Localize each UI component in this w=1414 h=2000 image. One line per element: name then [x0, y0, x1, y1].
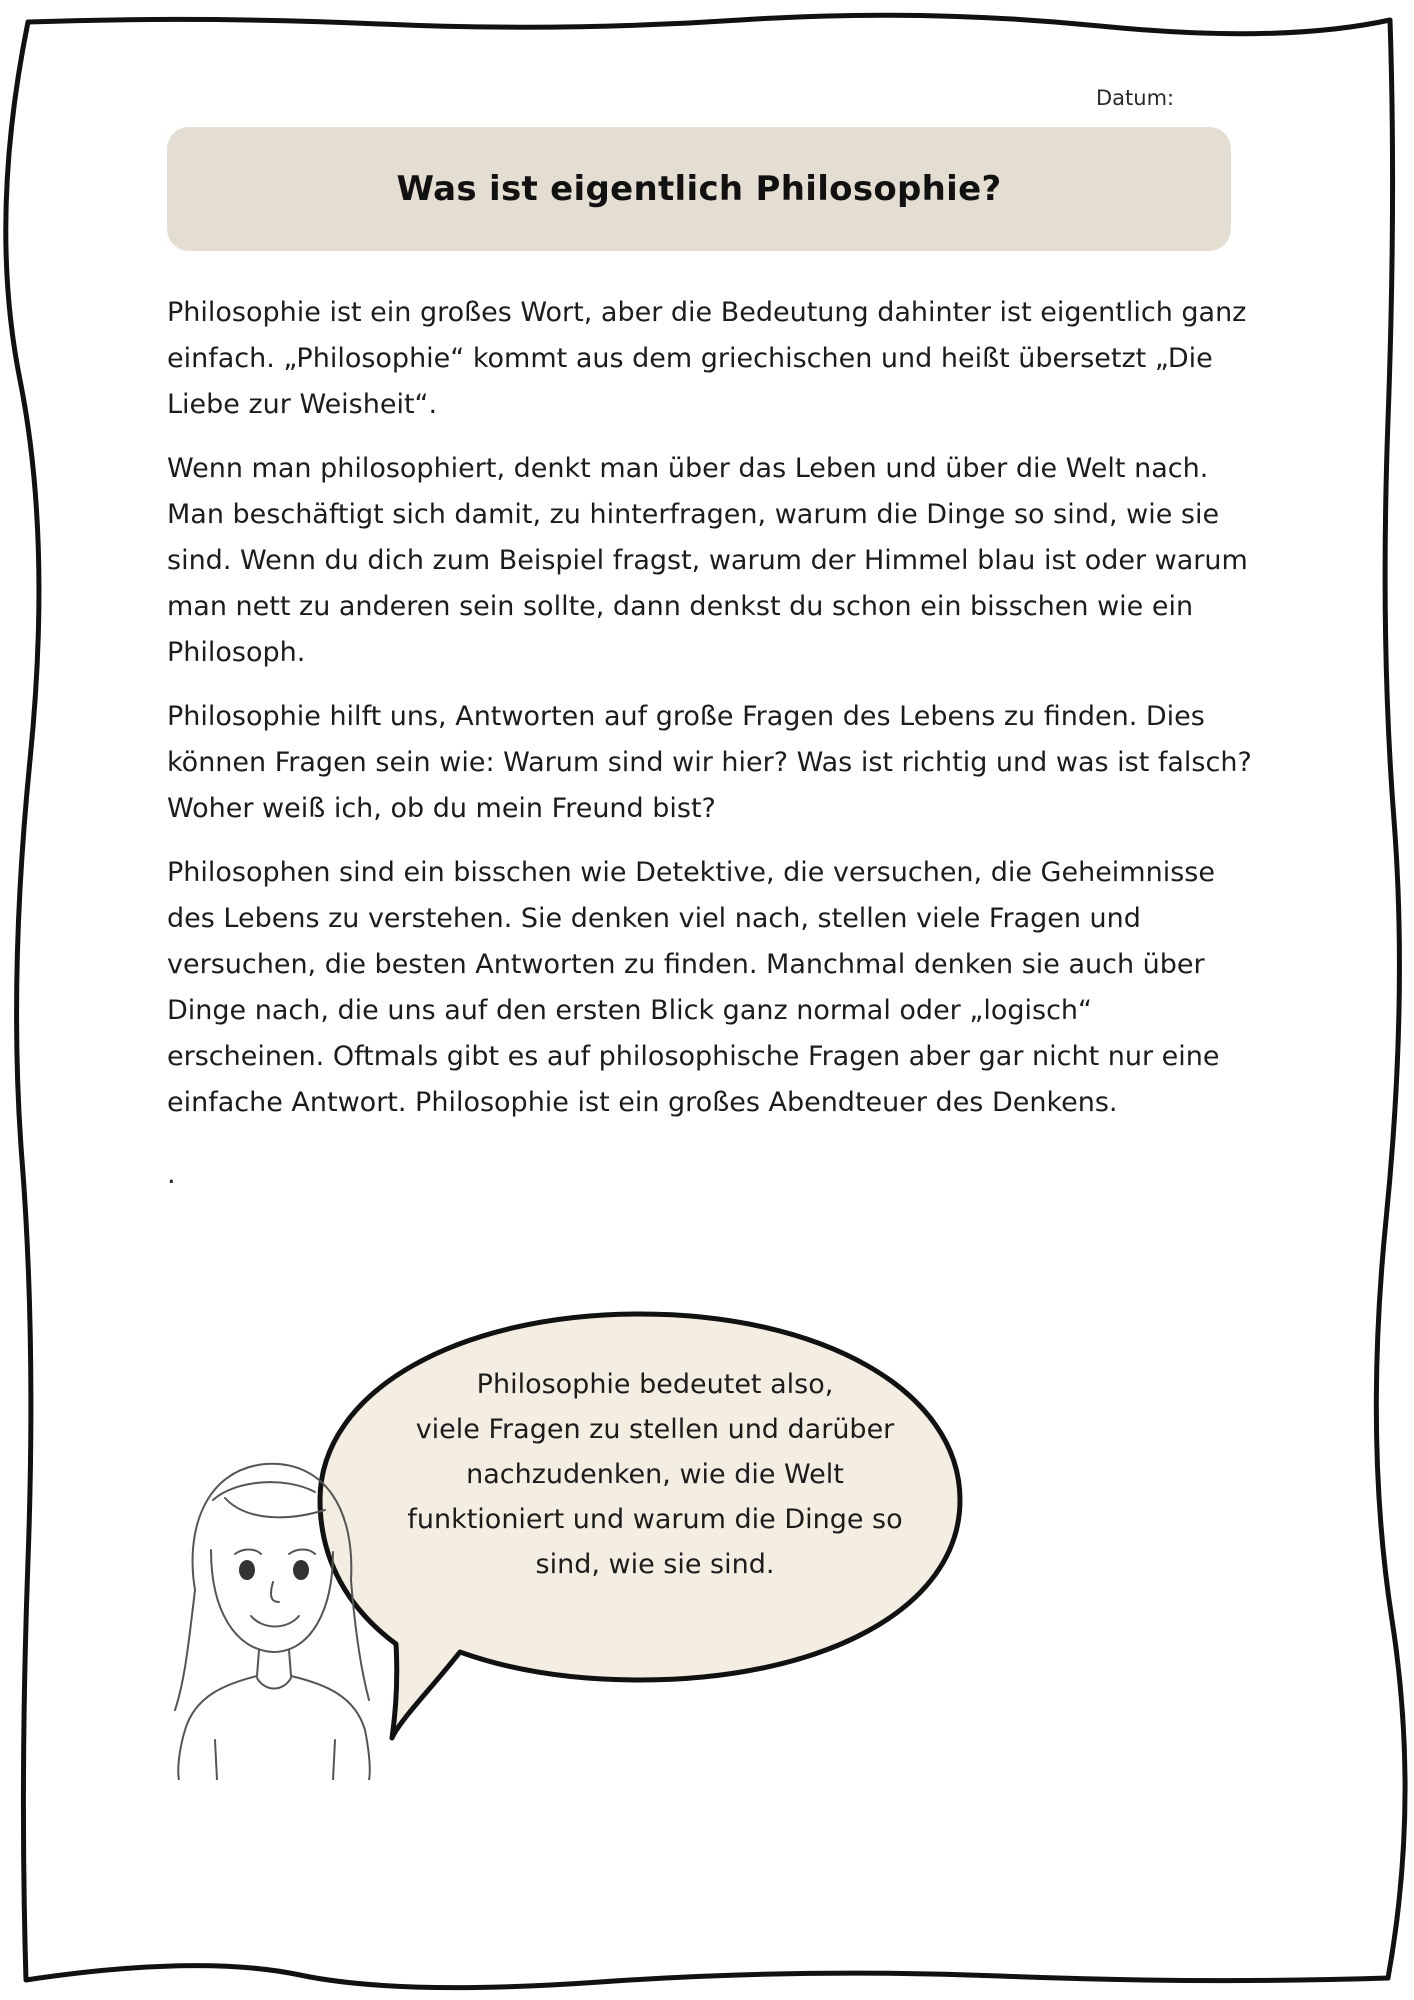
- paragraph-1: Philosophie ist ein großes Wort, aber die Bedeutung dahinter ist eigentlich ganz einfach. „Philosophie“ kommt aus dem griechischen und heißt übersetzt „Die Liebe zur Weisheit“.: [167, 297, 1247, 420]
- bubble-line-2: viele Fragen zu stellen und darüber: [415, 1414, 895, 1445]
- paragraph-3: Philosophie hilft uns, Antworten auf große Fragen des Lebens zu finden. Dies können Fragen sein wie: Warum sind wir hier? Was ist richtig und was ist falsch? Woher weiß ich, ob du mein Freund bist?: [167, 701, 1252, 824]
- speech-bubble-text: [400, 1362, 910, 1587]
- bubble-line-1: Philosophie bedeutet also,: [476, 1369, 834, 1400]
- girl-illustration-icon: [155, 1440, 385, 1780]
- paragraph-2: Wenn man philosophiert, denkt man über das Leben und über die Welt nach. Man beschäftigt sich damit, zu hinterfragen, warum die Dinge so sind, wie sie sind. Wenn du dich zum Beispiel fragst, warum der Himmel blau ist oder warum man nett zu anderen sein sollte, dann denkst du schon ein bisschen wie ein Philosoph.: [167, 453, 1248, 668]
- bubble-line-5: sind, wie sie sind.: [535, 1549, 775, 1580]
- title-banner: [167, 127, 1231, 251]
- date-label: Datum:: [1096, 86, 1175, 110]
- body-text: [167, 290, 1257, 1144]
- page-title: Was ist eigentlich Philosophie?: [396, 169, 1002, 209]
- bubble-line-3: nachzudenken, wie die Welt: [466, 1459, 844, 1490]
- bubble-line-4: funktioniert und warum die Dinge so: [407, 1504, 903, 1535]
- paragraph-4: Philosophen sind ein bisschen wie Detektive, die versuchen, die Geheimnisse des Lebens zu verstehen. Sie denken viel nach, stellen viele Fragen und versuchen, die besten Antworten zu finden. Manchmal denken sie auch über Dinge nach, die uns auf den ersten Blick ganz normal oder „logisch“ erscheinen. Oftmals gibt es auf philosophische Fragen aber gar nicht nur eine einfache Antwort. Philosophie ist ein großes Abendteuer des Denkens.: [167, 857, 1220, 1118]
- stray-mark: .: [167, 1159, 176, 1190]
